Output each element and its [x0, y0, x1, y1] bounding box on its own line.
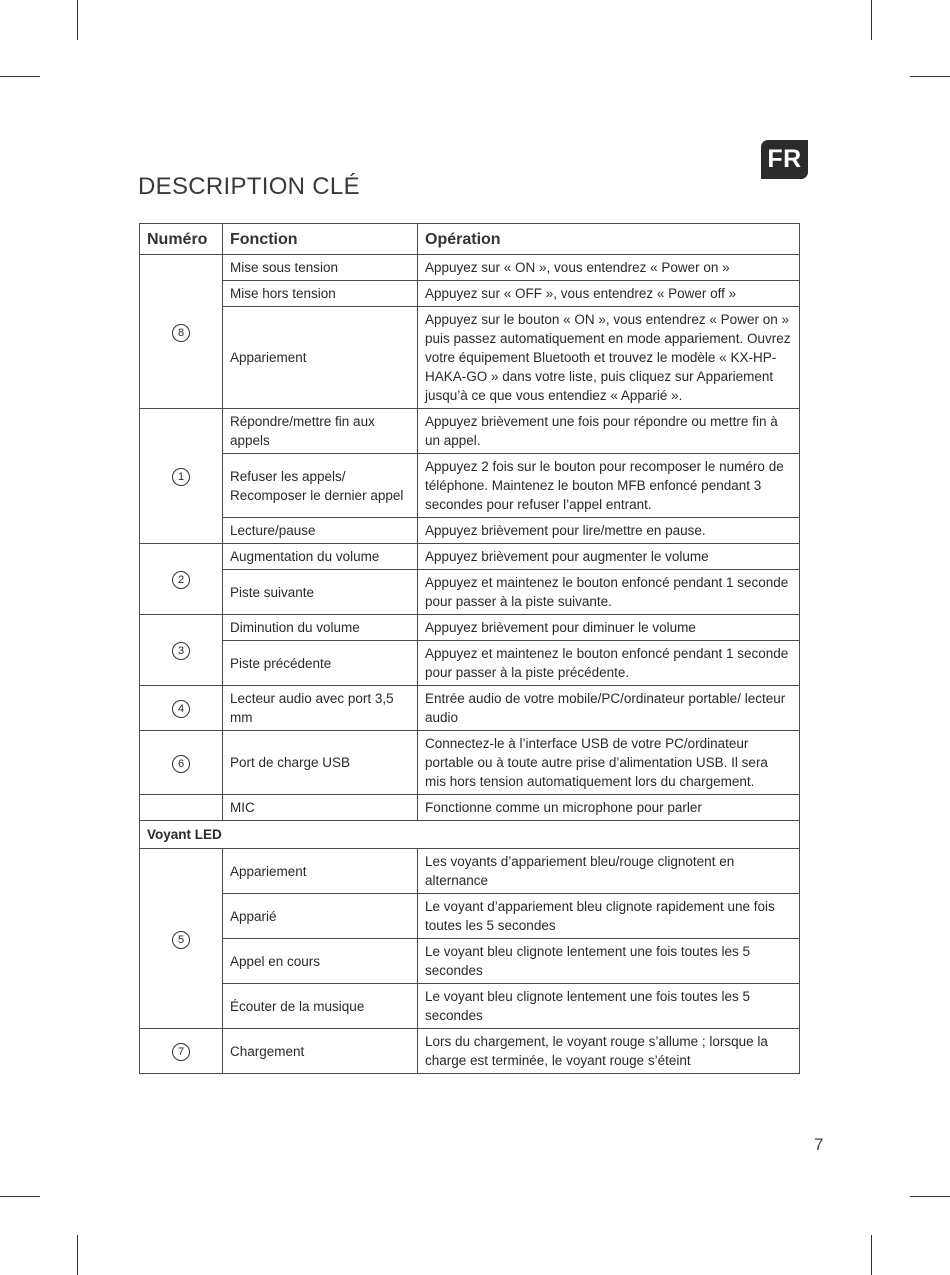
table-row — [140, 641, 800, 686]
table-body — [140, 255, 800, 1074]
function-cell: Répondre/mettre fin aux appels — [223, 409, 418, 454]
crop-mark — [910, 76, 950, 77]
table-row — [140, 686, 800, 731]
table-row — [140, 795, 800, 821]
function-cell: Mise hors tension — [223, 281, 418, 307]
table-row — [140, 894, 800, 939]
key-number-cell — [140, 1029, 223, 1074]
key-number-cell — [140, 409, 223, 544]
function-cell: Lecture/pause — [223, 518, 418, 544]
function-cell: Port de charge USB — [223, 731, 418, 795]
operation-cell: Appuyez 2 fois sur le bouton pour recomposer le numéro de téléphone. Maintenez le bouton MFB enfoncé pendant 3 secondes pour refuser l’appel entrant. — [418, 454, 800, 518]
table-row — [140, 454, 800, 518]
operation-cell: Les voyants d’appariement bleu/rouge clignotent en alternance — [418, 849, 800, 894]
function-cell: Diminution du volume — [223, 615, 418, 641]
function-cell: Appariement — [223, 849, 418, 894]
operation-cell: Appuyez brièvement pour diminuer le volume — [418, 615, 800, 641]
table-row — [140, 939, 800, 984]
operation-cell: Appuyez et maintenez le bouton enfoncé pendant 1 seconde pour passer à la piste précédente. — [418, 641, 800, 686]
function-cell: Lecteur audio avec port 3,5 mm — [223, 686, 418, 731]
table-header-row — [140, 224, 800, 255]
circled-number: 5 — [172, 931, 190, 949]
circled-number: 2 — [172, 571, 190, 589]
page-number: 7 — [814, 1135, 824, 1154]
key-number-cell — [140, 686, 223, 731]
operation-cell: Appuyez sur le bouton « ON », vous entendrez « Power on » puis passez automatiquement en mode appariement. Ouvrez votre équipement Bluetooth et trouvez le modèle « KX-HP-HAKA-GO » dans votre liste, puis cliquez sur Appariement jusqu’à ce que vous entendiez « Apparié ». — [418, 307, 800, 409]
header-function: Fonction — [223, 224, 418, 255]
key-number-cell — [140, 544, 223, 615]
circled-number: 8 — [172, 324, 190, 342]
table-row — [140, 731, 800, 795]
function-cell: Apparié — [223, 894, 418, 939]
function-cell: Chargement — [223, 1029, 418, 1074]
key-number-cell — [140, 795, 223, 821]
operation-cell: Connectez-le à l’interface USB de votre PC/ordinateur portable ou à toute autre prise d’alimentation USB. Il sera mis hors tension automatiquement lors du chargement. — [418, 731, 800, 795]
circled-number: 6 — [172, 755, 190, 773]
table-row — [140, 570, 800, 615]
function-cell: MIC — [223, 795, 418, 821]
function-cell: Augmentation du volume — [223, 544, 418, 570]
circled-number: 1 — [172, 468, 190, 486]
crop-mark — [77, 0, 78, 40]
table-row — [140, 615, 800, 641]
operation-cell: Appuyez sur « ON », vous entendrez « Power on » — [418, 255, 800, 281]
operation-cell: Appuyez brièvement pour lire/mettre en pause. — [418, 518, 800, 544]
language-badge: FR — [761, 140, 808, 179]
function-cell: Refuser les appels/ Recomposer le dernier appel — [223, 454, 418, 518]
circled-number: 3 — [172, 642, 190, 660]
operation-cell: Fonctionne comme un microphone pour parler — [418, 795, 800, 821]
function-cell: Écouter de la musique — [223, 984, 418, 1029]
crop-mark — [0, 1196, 40, 1197]
table-row — [140, 984, 800, 1029]
crop-mark — [77, 1235, 78, 1275]
function-cell: Appariement — [223, 307, 418, 409]
key-number-cell — [140, 615, 223, 686]
header-number: Numéro — [140, 224, 223, 255]
operation-cell: Lors du chargement, le voyant rouge s’allume ; lorsque la charge est terminée, le voyant rouge s’éteint — [418, 1029, 800, 1074]
operation-cell: Entrée audio de votre mobile/PC/ordinateur portable/ lecteur audio — [418, 686, 800, 731]
operation-cell: Appuyez et maintenez le bouton enfoncé pendant 1 seconde pour passer à la piste suivante. — [418, 570, 800, 615]
led-section-heading: Voyant LED — [140, 821, 800, 849]
function-cell: Piste précédente — [223, 641, 418, 686]
crop-mark — [871, 0, 872, 40]
header-operation: Opération — [418, 224, 800, 255]
operation-cell: Le voyant d’appariement bleu clignote rapidement une fois toutes les 5 secondes — [418, 894, 800, 939]
crop-mark — [0, 76, 40, 77]
key-description-table — [139, 223, 800, 1074]
key-number-cell — [140, 849, 223, 1029]
crop-mark — [910, 1196, 950, 1197]
crop-mark — [871, 1235, 872, 1275]
table-row — [140, 1029, 800, 1074]
key-number-cell — [140, 255, 223, 409]
operation-cell: Le voyant bleu clignote lentement une fois toutes les 5 secondes — [418, 939, 800, 984]
table-row — [140, 409, 800, 454]
function-cell: Mise sous tension — [223, 255, 418, 281]
operation-cell: Le voyant bleu clignote lentement une fois toutes les 5 secondes — [418, 984, 800, 1029]
table-row — [140, 544, 800, 570]
table-row — [140, 281, 800, 307]
key-number-cell — [140, 731, 223, 795]
function-cell: Appel en cours — [223, 939, 418, 984]
table-row — [140, 518, 800, 544]
table-row — [140, 255, 800, 281]
operation-cell: Appuyez sur « OFF », vous entendrez « Power off » — [418, 281, 800, 307]
section-row — [140, 821, 800, 849]
table-row — [140, 849, 800, 894]
operation-cell: Appuyez brièvement une fois pour répondre ou mettre fin à un appel. — [418, 409, 800, 454]
function-cell: Piste suivante — [223, 570, 418, 615]
circled-number: 7 — [172, 1043, 190, 1061]
page-title: DESCRIPTION CLÉ — [138, 173, 360, 200]
circled-number: 4 — [172, 700, 190, 718]
table-row — [140, 307, 800, 409]
operation-cell: Appuyez brièvement pour augmenter le volume — [418, 544, 800, 570]
